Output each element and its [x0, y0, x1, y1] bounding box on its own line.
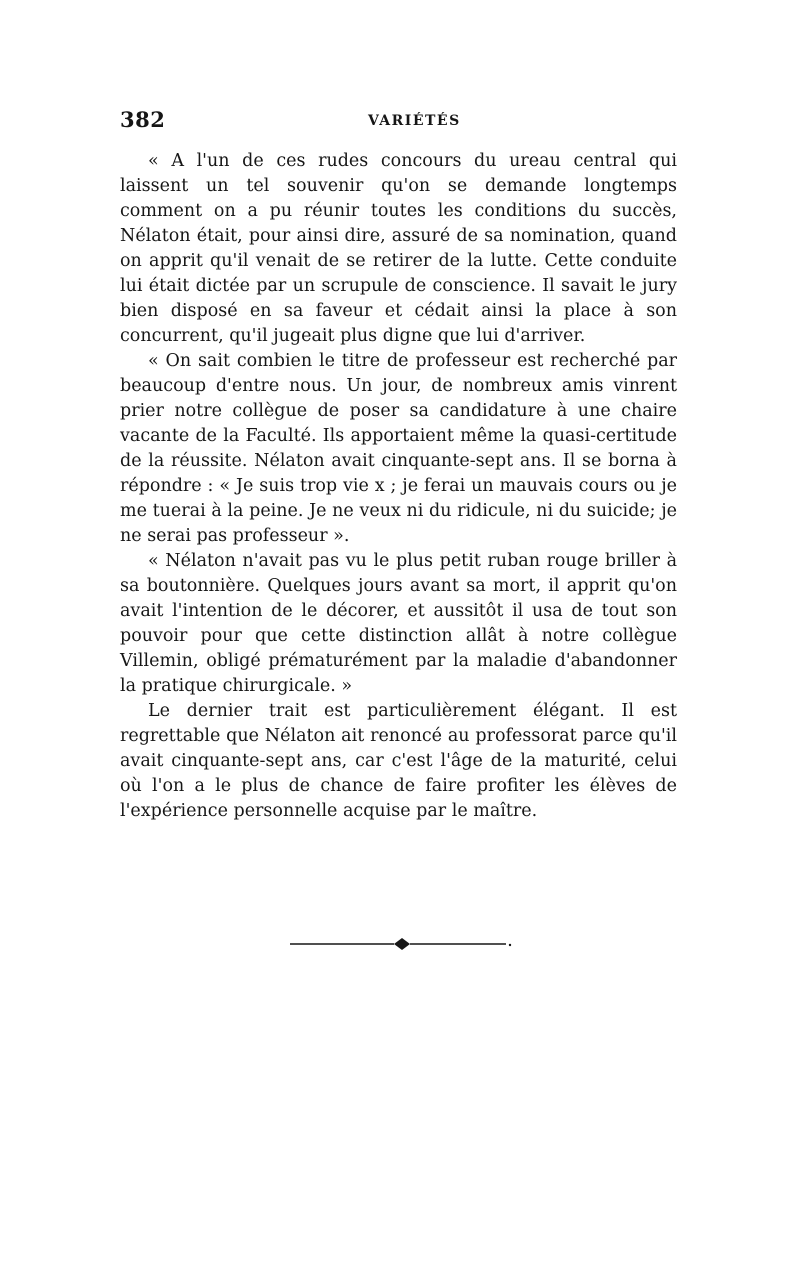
running-title: VARIÉTÉS	[368, 113, 461, 129]
section-divider-ornament	[290, 933, 512, 955]
page-number: 382	[120, 107, 166, 132]
paragraph-professeur: « On sait combien le titre de professeur est recherché par beaucoup d'entre nous. Un jour, de nombreux amis vinrent prier notre collègue de poser sa candidature à une chaire vacante de la Faculté. Ils apportaient même la quasi-certitude de la réussite. Nélaton avait cinquante-sept ans. Il se borna à répondre : « Je suis trop vie x ; je ferai un mauvais cours ou je me tuerai à la peine. Je ne veux ni du ridicule, ni du suicide; je ne serai pas professeur ».	[120, 351, 677, 546]
paragraph-concours: « A l'un de ces rudes concours du ureau central qui laissent un tel souvenir qu'on se demande longtemps comment on a pu réunir toutes les conditions du succès, Nélaton était, pour ainsi dire, assuré de sa nomination, quand on apprit qu'il venait de se retirer de la lutte. Cette conduite lui était dictée par un scrupule de conscience. Il savait le jury bien disposé en sa faveur et cédait ainsi la place à son concurrent, qu'il jugeait plus digne que lui d'arriver.	[120, 151, 677, 346]
body-text	[120, 149, 677, 824]
paragraph-decoration: « Nélaton n'avait pas vu le plus petit ruban rouge briller à sa boutonnière. Quelques jours avant sa mort, il apprit qu'on avait l'intention de le décorer, et aussitôt il usa de tout son pouvoir pour que cette distinction allât à notre collègue Villemin, obligé prématurément par la maladie d'abandonner la pratique chirurgicale. »	[120, 551, 677, 696]
paragraph-conclusion: Le dernier trait est particulièrement élégant. Il est regrettable que Nélaton ait renoncé au professorat parce qu'il avait cinquante-sept ans, car c'est l'âge de la maturité, celui où l'on a le plus de chance de faire profiter les élèves de l'expérience personnelle acquise par le maître.	[120, 701, 677, 821]
